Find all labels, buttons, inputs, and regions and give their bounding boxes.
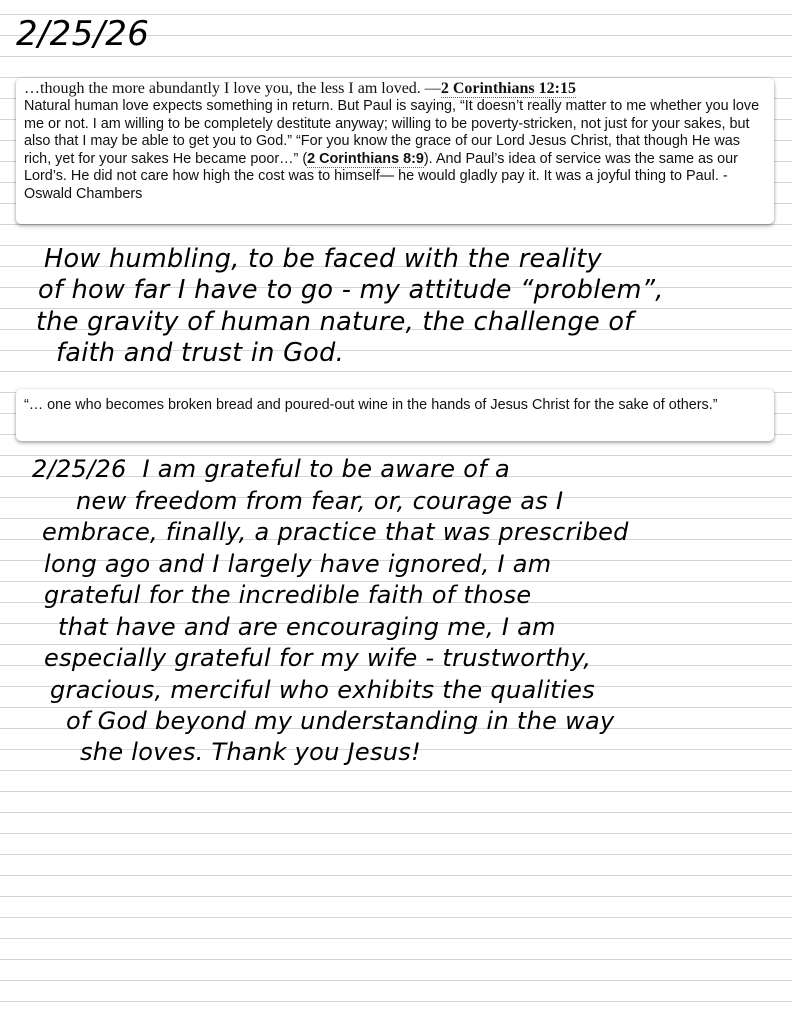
gratitude-line-5: grateful for the incredible faith of those — [44, 581, 532, 609]
gratitude-line-10: she loves. Thank you Jesus! — [80, 738, 422, 766]
quote-card-2 — [16, 389, 774, 441]
reflection-line-3: the gravity of human nature, the challenge of — [36, 307, 634, 337]
quote-card — [16, 78, 774, 224]
gratitude-line-2: new freedom from fear, or, courage as I — [76, 487, 564, 515]
quote-body — [24, 98, 766, 204]
gratitude-line-6: that have and are encouraging me, I am — [58, 613, 556, 641]
quote-body-part2: ). And Paul’s idea of service was the same as our Lord’s. He did not care how high the cost was to himself— he would gladly pay it. It was a joyful thing to Paul. - Oswald Chambers — [24, 150, 738, 202]
gratitude-line-3: embrace, finally, a practice that was prescribed — [42, 518, 629, 546]
quote-lead — [24, 79, 766, 98]
gratitude-line-1: 2/25/26 I am grateful to be aware of a — [32, 455, 510, 483]
quote-2-text: “… one who becomes broken bread and poured-out wine in the hands of Jesus Christ for the sake of others.” — [24, 397, 718, 413]
reflection-line-2: of how far I have to go - my attitude “problem”, — [38, 275, 664, 305]
quote-body-part1: Natural human love expects something in return. But Paul is saying, “It doesn’t really matter to me whether you love me or not. I am willing to be completely destitute anyway; willing to be poverty-stricken, not just for your sakes, but also that I may be able to get you to God.” “For you know the grace of our Lord Jesus Christ, that though He was rich, yet for your sakes He became poor…” ( — [24, 98, 760, 167]
reflection-line-1: How humbling, to be faced with the reality — [44, 244, 602, 274]
scripture-link-2-corinthians-8-9[interactable]: 2 Corinthians 8:9 — [307, 150, 424, 167]
handwritten-date: 2/25/26 — [16, 14, 150, 54]
gratitude-line-4: long ago and I largely have ignored, I am — [44, 550, 552, 578]
scripture-link-2-corinthians-12-15[interactable]: 2 Corinthians 12:15 — [440, 80, 576, 97]
gratitude-line-9: of God beyond my understanding in the way — [66, 707, 615, 735]
reflection-line-4: faith and trust in God. — [56, 338, 344, 368]
gratitude-line-7: especially grateful for my wife - trustworthy, — [44, 644, 592, 672]
quote-lead-text: …though the more abundantly I love you, the less I am loved. — — [24, 80, 441, 97]
gratitude-line-8: gracious, merciful who exhibits the qualities — [50, 676, 595, 704]
